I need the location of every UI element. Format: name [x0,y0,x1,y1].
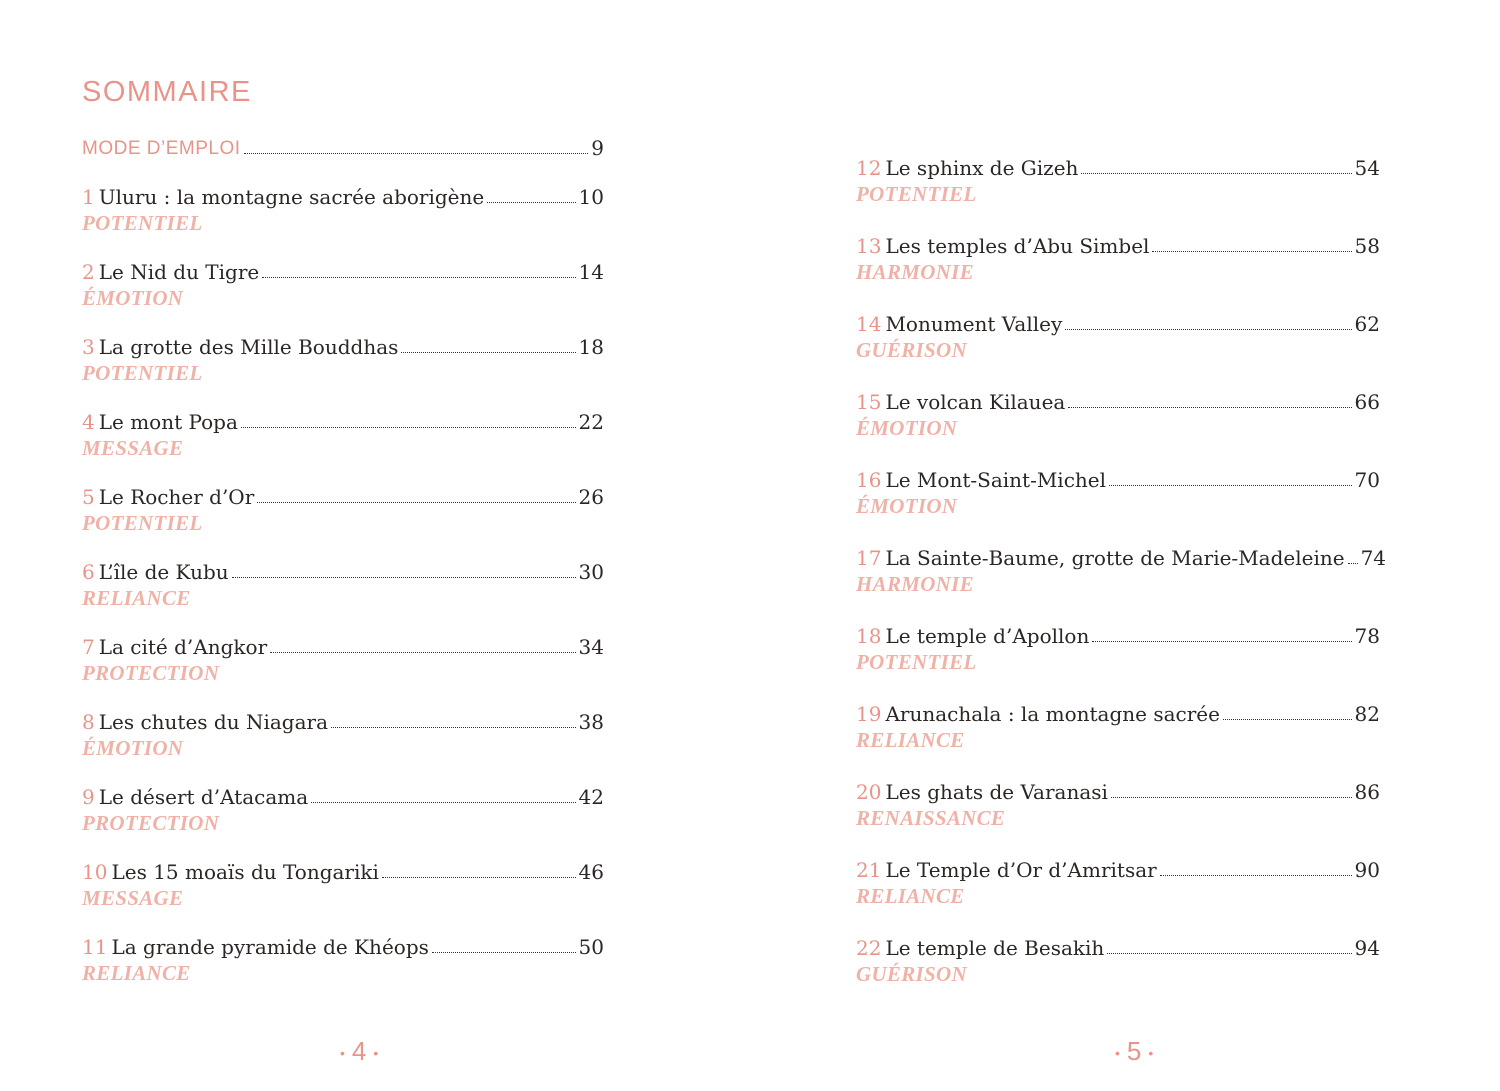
toc-entry-title [82,935,429,959]
toc-entry-number: 3 [82,335,95,359]
toc-entry-text: Le sphinx de Gizeh [885,156,1079,180]
dot-leader [232,577,576,578]
toc-entry-number: 17 [856,546,882,570]
toc-entry-page: 62 [1354,312,1380,336]
toc-entry-text: Le temple de Besakih [885,936,1105,960]
toc-entry [82,258,604,284]
toc-entry-title [82,410,238,434]
folio-number: 5 [1126,1036,1142,1066]
toc-entry-title [82,710,328,734]
toc-entry-category: MESSAGE [82,886,184,910]
toc-entry-text: Arunachala : la montagne sacrée [885,702,1220,726]
toc-entry-title [82,635,267,659]
dot-leader [1092,641,1351,642]
toc-entry-page: 86 [1354,780,1380,804]
toc-entry-title [856,780,1108,804]
toc-entry-number: 19 [856,702,882,726]
toc-entry-category: RELIANCE [82,961,191,985]
toc-entry-text: Les temples d’Abu Simbel [885,234,1150,258]
mode-emploi-page: 9 [591,136,604,160]
page-folio-right: • 5 • [1115,1036,1154,1066]
dot-leader [401,352,575,353]
toc-entry [856,544,1387,570]
dot-leader [1109,485,1352,486]
toc-entry-number: 20 [856,780,882,804]
toc-entry-text: Le Nid du Tigre [98,260,260,284]
toc-entry-number: 13 [856,234,882,258]
toc-entry-title [856,858,1157,882]
toc-entry [856,466,1380,492]
dot-leader [1348,563,1358,564]
toc-entry [82,333,604,359]
toc-entry-number: 15 [856,390,882,414]
toc-entry-category: POTENTIEL [856,182,977,206]
toc-entry-number: 2 [82,260,95,284]
toc-entry-text: La Sainte-Baume, grotte de Marie-Madeleine [885,546,1345,570]
toc-entry-title [82,860,379,884]
toc-entry-page: 22 [578,410,604,434]
toc-entry-category: RELIANCE [82,586,191,610]
toc-entry [82,408,604,434]
toc-entry-text: Le Temple d’Or d’Amritsar [885,858,1157,882]
toc-entry-category: PROTECTION [82,811,220,835]
toc-entry [82,483,604,509]
toc-entry-text: Le temple d’Apollon [885,624,1090,648]
toc-entry-number: 7 [82,635,95,659]
toc-entry-text: La cité d’Angkor [98,635,268,659]
toc-entry-category: MESSAGE [82,436,184,460]
toc-entry-title [856,468,1106,492]
toc-entry-text: Le mont Popa [98,410,238,434]
toc-entry-category: HARMONIE [856,260,974,284]
toc-entry-number: 14 [856,312,882,336]
dot-leader [311,802,575,803]
toc-entry [82,183,604,209]
toc-entry [856,700,1380,726]
dot-leader [1081,173,1351,174]
toc-entry-text: Le Rocher d’Or [98,485,255,509]
dot-leader [487,202,575,203]
toc-entry-text: Le volcan Kilauea [885,390,1066,414]
dot-leader [244,153,589,154]
dot-leader [1152,251,1351,252]
dot-leader [270,652,575,653]
toc-entry [82,783,604,809]
toc-entry-text: Le Mont-Saint-Michel [885,468,1107,492]
dot-leader [1223,719,1352,720]
toc-entry-text: Monument Valley [885,312,1063,336]
toc-entry-page: 70 [1354,468,1380,492]
toc-entry-page: 78 [1354,624,1380,648]
toc-entry-number: 11 [82,935,108,959]
toc-entry [82,933,604,959]
dot-leader [1160,875,1352,876]
toc-entry-text: Le désert d’Atacama [98,785,309,809]
toc-entry-category: PROTECTION [82,661,220,685]
dot-leader [331,727,576,728]
toc-entry-title [82,785,308,809]
toc-entry-page: 10 [578,185,604,209]
toc-entry [856,856,1380,882]
toc-entry-number: 22 [856,936,882,960]
toc-entry-category: RELIANCE [856,728,965,752]
dot-leader [1111,797,1352,798]
toc-entry-text: L’île de Kubu [98,560,229,584]
toc-entry [856,934,1380,960]
toc-entry-title [82,185,484,209]
dot-leader [432,952,576,953]
toc-entry-number: 10 [82,860,108,884]
dot-leader [1068,407,1351,408]
toc-entry-page: 58 [1354,234,1380,258]
toc-entry-title [856,312,1062,336]
toc-entry-category: POTENTIEL [82,361,203,385]
toc-entry-category: GUÉRISON [856,338,967,362]
toc-entry-title [82,560,229,584]
toc-entry [856,154,1380,180]
page-folio-left: • 4 • [340,1036,379,1066]
toc-entry-text: Les ghats de Varanasi [885,780,1108,804]
toc-entry-category: ÉMOTION [856,494,958,518]
toc-entry-page: 30 [578,560,604,584]
toc-entry [856,388,1380,414]
mode-emploi-label: MODE D’EMPLOI [82,138,241,159]
toc-entry-page: 14 [578,260,604,284]
toc-entry [856,310,1380,336]
toc-entry [82,633,604,659]
toc-entry [856,778,1380,804]
toc-entry-number: 5 [82,485,95,509]
toc-entry-number: 21 [856,858,882,882]
toc-entry-number: 12 [856,156,882,180]
toc-entry-category: ÉMOTION [856,416,958,440]
toc-entry-page: 54 [1354,156,1380,180]
toc-entry-page: 50 [578,935,604,959]
toc-entry-page: 38 [578,710,604,734]
toc-entry-category: HARMONIE [856,572,974,596]
toc-entry-page: 66 [1354,390,1380,414]
toc-entry-page: 82 [1354,702,1380,726]
toc-entry-page: 18 [578,335,604,359]
toc-entry-title [856,702,1220,726]
toc-entry-category: POTENTIEL [82,211,203,235]
toc-entry-page: 34 [578,635,604,659]
toc-entry [82,708,604,734]
toc-entry-number: 8 [82,710,95,734]
toc-entry-page: 42 [578,785,604,809]
toc-entry-text: Uluru : la montagne sacrée aborigène [98,185,485,209]
toc-entry-text: Les 15 moaïs du Tongariki [111,860,379,884]
folio-number: 4 [351,1036,367,1066]
toc-entry-page: 74 [1360,546,1387,570]
toc-entry-page: 94 [1354,936,1380,960]
toc-entry-page: 46 [578,860,604,884]
toc-entry-category: RENAISSANCE [856,806,1006,830]
toc-entry [856,232,1380,258]
toc-entry-category: RELIANCE [856,884,965,908]
toc-entry [82,558,604,584]
toc-entry-category: POTENTIEL [856,650,977,674]
toc-entry-title [856,156,1078,180]
toc-entry-category: ÉMOTION [82,736,184,760]
dot-leader [1065,329,1351,330]
dot-leader [241,427,576,428]
toc-entry-text: La grotte des Mille Bouddhas [98,335,399,359]
toc-entry-number: 16 [856,468,882,492]
toc-entry-title [856,390,1065,414]
toc-entry-title [82,485,254,509]
toc-entry-text: Les chutes du Niagara [98,710,329,734]
toc-entry-number: 18 [856,624,882,648]
toc-entry-number: 1 [82,185,95,209]
toc-entry-number: 9 [82,785,95,809]
toc-entry-category: POTENTIEL [82,511,203,535]
toc-entry [856,622,1380,648]
toc-entry [82,858,604,884]
dot-leader [382,877,576,878]
toc-entry-title [82,260,259,284]
toc-entry-number: 6 [82,560,95,584]
toc-entry-category: GUÉRISON [856,962,967,986]
toc-entry-title [856,234,1149,258]
toc-entry-title [82,335,398,359]
dot-leader [257,502,575,503]
toc-entry-page: 26 [578,485,604,509]
toc-entry-number: 4 [82,410,95,434]
toc-entry-title [856,624,1089,648]
toc-entry-title [856,546,1345,570]
page-title: SOMMAIRE [82,76,252,108]
toc-entry-category: ÉMOTION [82,286,184,310]
dot-leader [1107,953,1351,954]
dot-leader [262,277,575,278]
toc-entry-text: La grande pyramide de Khéops [111,935,429,959]
toc-entry-page: 90 [1354,858,1380,882]
toc-entry-title [856,936,1104,960]
right-page [750,0,1500,1091]
mode-emploi-entry [82,134,604,160]
